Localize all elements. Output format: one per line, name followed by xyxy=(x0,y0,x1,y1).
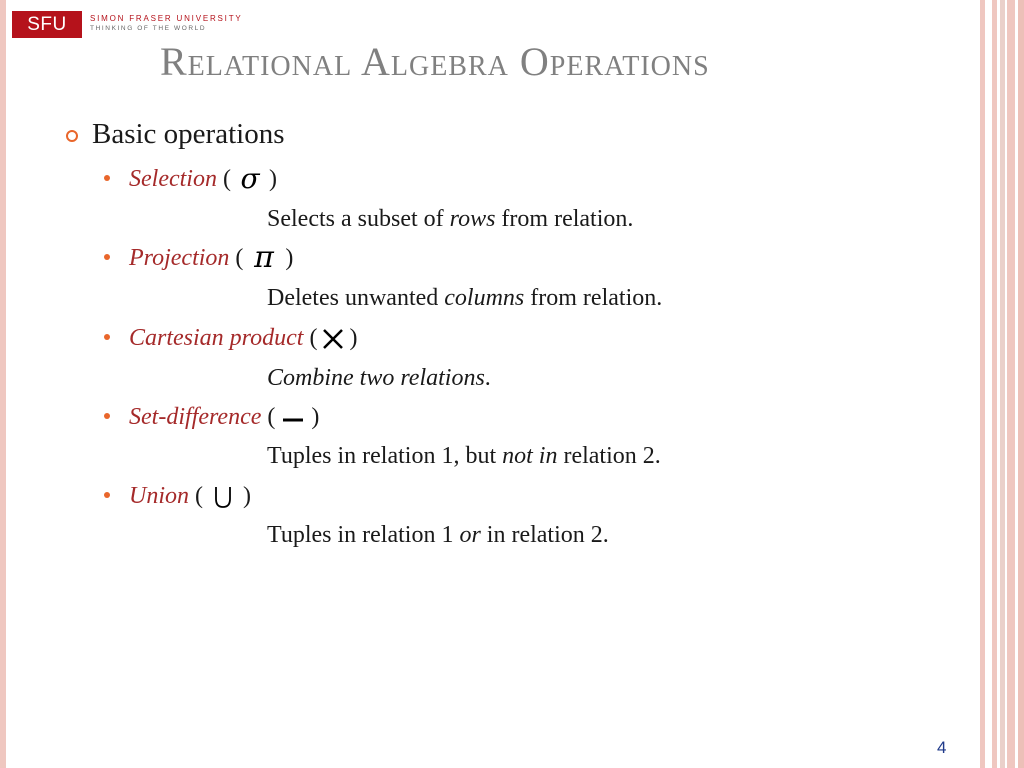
bullet-icon xyxy=(104,254,110,260)
ring-bullet-icon xyxy=(66,130,78,142)
page-number: 4 xyxy=(937,738,947,757)
sfu-logo: SFU xyxy=(12,11,82,38)
section-label: Basic operations xyxy=(92,118,285,150)
operation-description: Tuples in relation 1 or in relation 2. xyxy=(267,522,609,548)
pi-icon xyxy=(251,246,277,272)
bullet-icon xyxy=(104,492,110,498)
bullet-icon xyxy=(104,175,110,181)
minus-icon xyxy=(280,408,306,428)
operation-term: Selection xyxy=(129,166,217,192)
bullet-icon xyxy=(104,413,110,419)
section-bullet xyxy=(66,118,284,151)
operation-term: Set-difference xyxy=(129,404,262,430)
cross-icon xyxy=(321,327,345,351)
operation-item-union: Union ( ) xyxy=(104,483,251,510)
university-tagline: THINKING OF THE WORLD xyxy=(90,25,207,32)
union-icon xyxy=(212,484,234,510)
operation-item-cartesian-product: Cartesian product ( ) xyxy=(104,325,357,352)
operation-item-selection: Selection ( σ ) xyxy=(104,166,277,193)
left-border xyxy=(0,0,6,768)
operation-item-projection: Projection ( π ) xyxy=(104,245,293,272)
university-name: SIMON FRASER UNIVERSITY xyxy=(90,14,243,23)
svg-text:π: π xyxy=(254,246,275,273)
right-border xyxy=(980,0,1024,768)
bullet-icon xyxy=(104,334,110,340)
slide-title: Relational Algebra Operations xyxy=(160,39,710,84)
operation-description: Tuples in relation 1, but not in relation 2. xyxy=(267,443,661,469)
operation-term: Projection xyxy=(129,245,230,271)
operation-description: Deletes unwanted columns from relation. xyxy=(267,285,663,311)
operation-description: Combine two relations. xyxy=(267,365,491,391)
operation-term: Cartesian product xyxy=(129,325,304,351)
operation-term: Union xyxy=(129,483,189,509)
svg-text:σ: σ xyxy=(240,168,260,193)
operation-item-set-difference: Set-difference ( ) xyxy=(104,404,319,431)
sigma-icon xyxy=(237,168,263,192)
operation-description: Selects a subset of rows from relation. xyxy=(267,206,634,232)
